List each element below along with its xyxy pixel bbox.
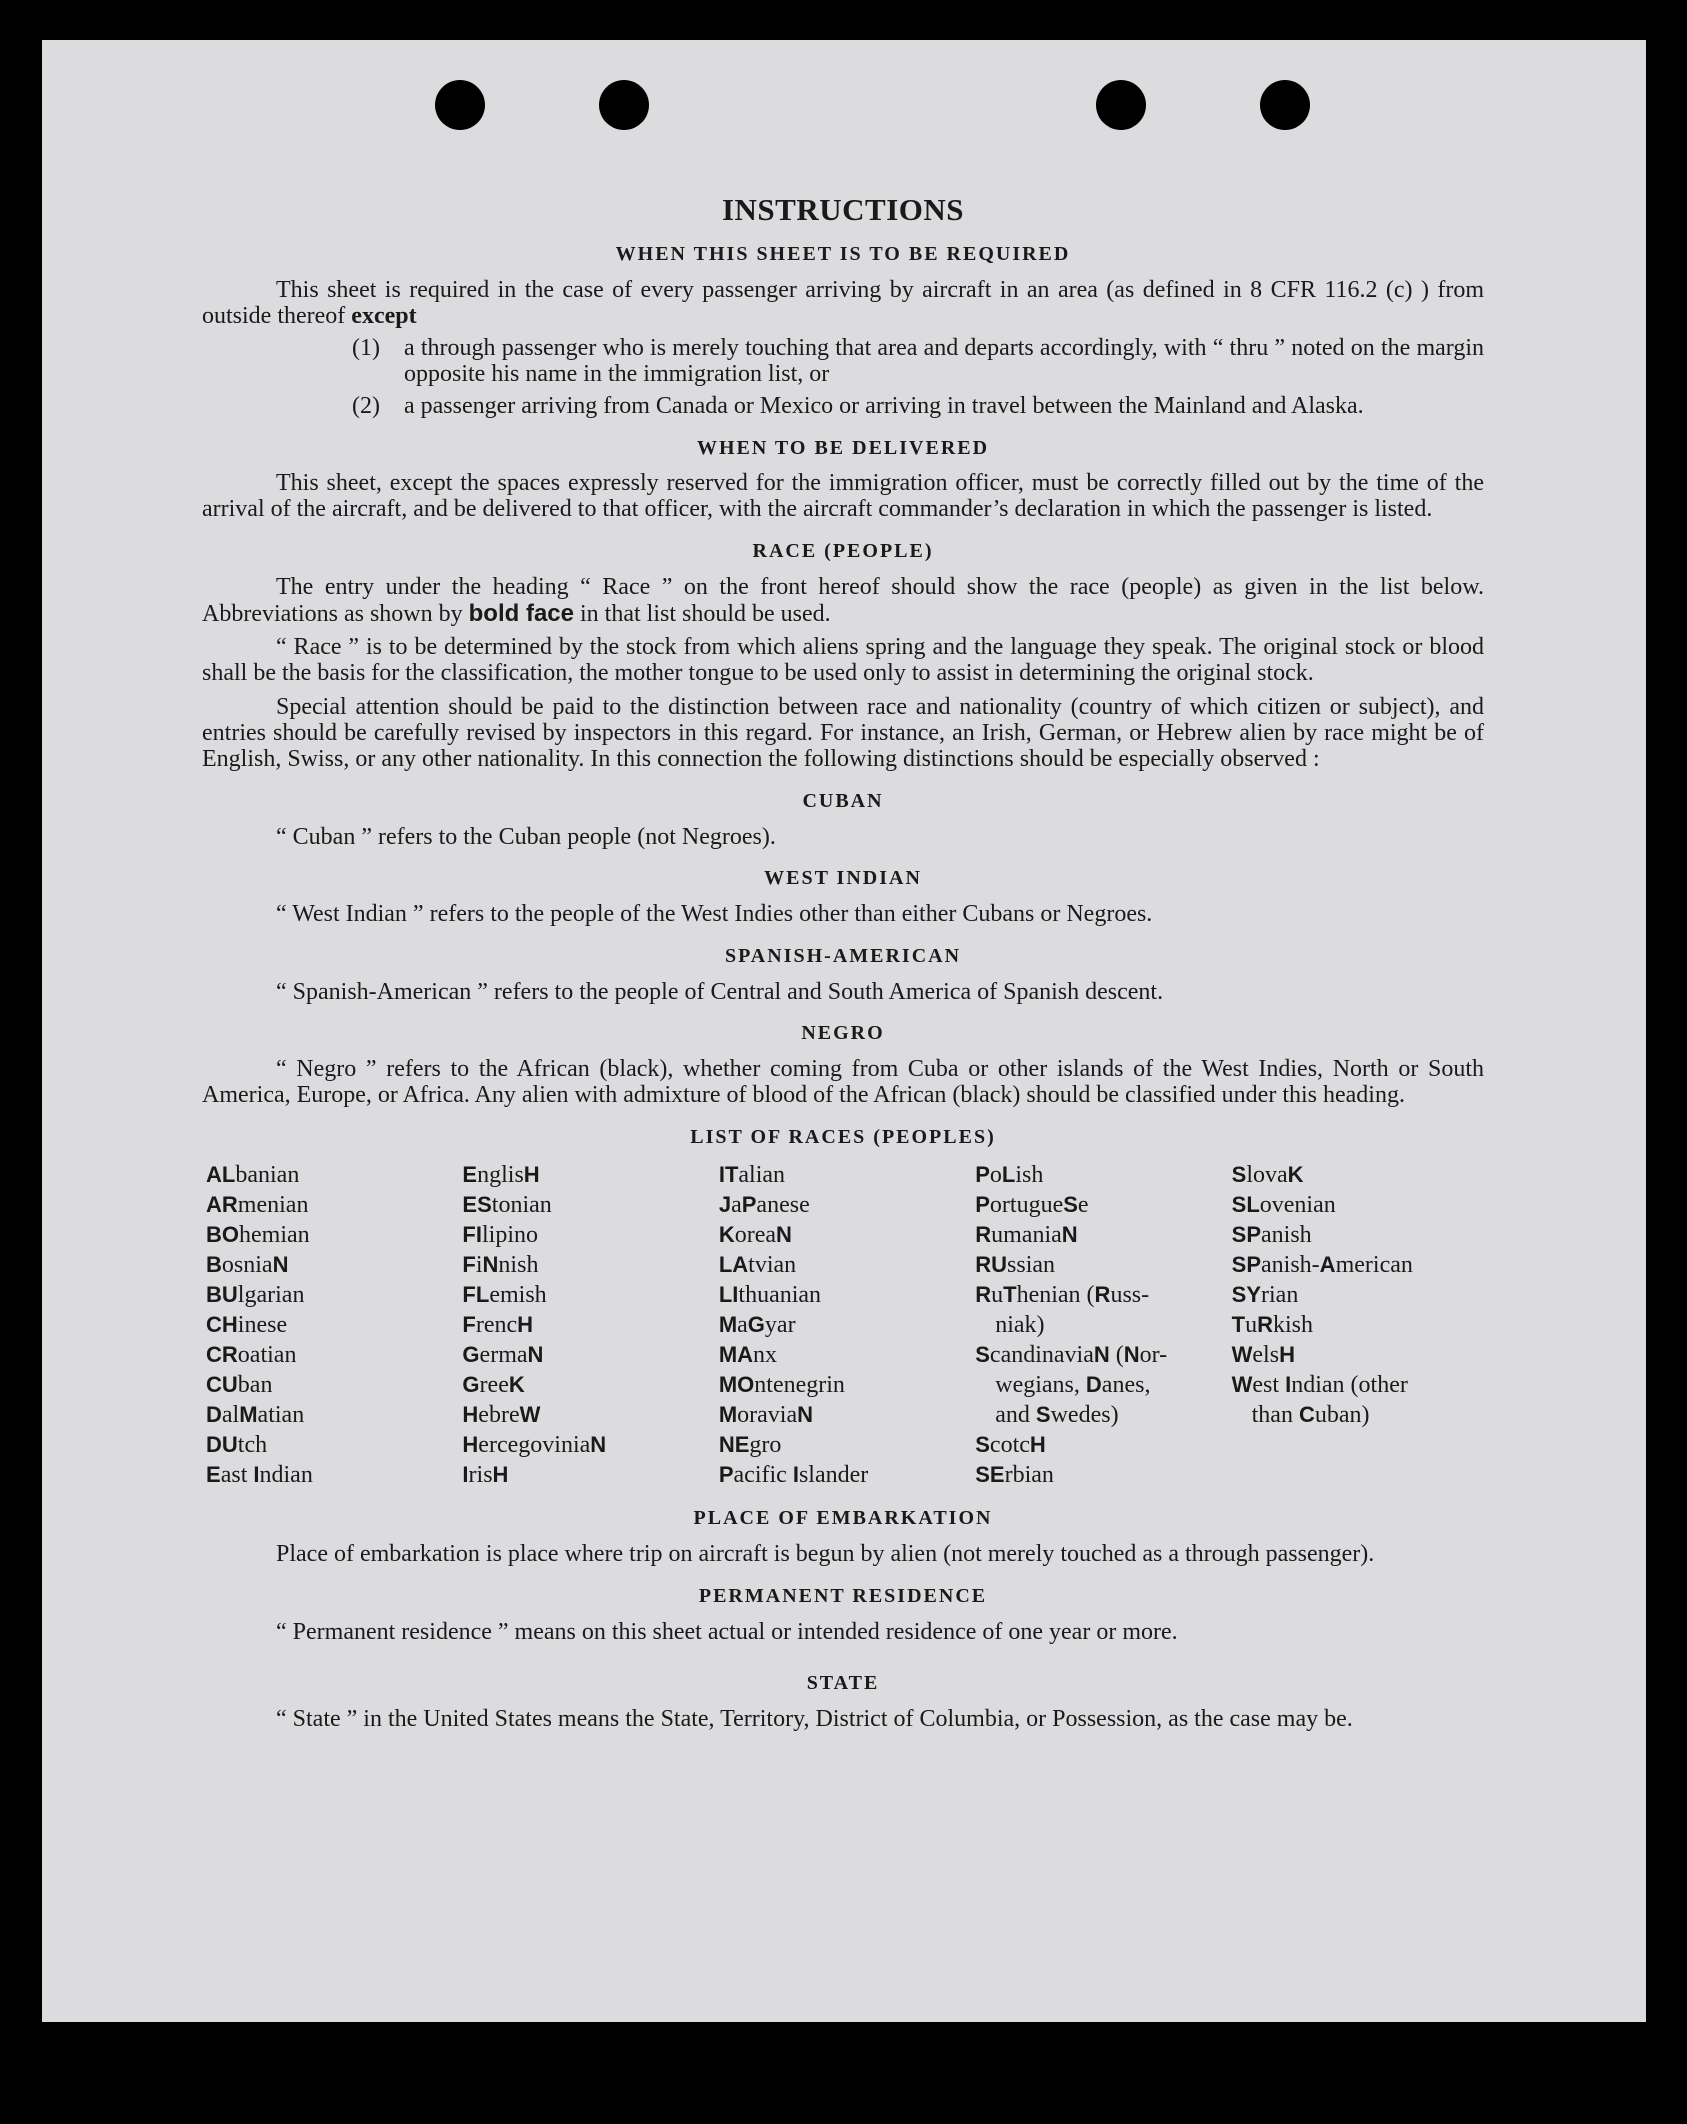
race-item: CRoatian bbox=[206, 1342, 297, 1369]
heading-west-indian: WEST INDIAN bbox=[764, 867, 922, 890]
race-item: Pacific Islander bbox=[718, 1462, 869, 1489]
races-column bbox=[1228, 1160, 1484, 1490]
race-item: SPanish bbox=[1231, 1222, 1312, 1249]
race-paragraph-3: Special attention should be paid to the distinction between race and nationality (country of which citizen or subject), and entries should be carefully revised by inspectors in this regard. For instance, an Irish, German, or Hebrew alien by race might be of English, Swiss, or any other nationality. In this connection the following distinctions should be especially observed : bbox=[202, 694, 1484, 773]
races-list bbox=[202, 1160, 1484, 1490]
race-item: FrencH bbox=[462, 1312, 534, 1339]
race-item: RumaniaN bbox=[975, 1222, 1078, 1249]
race-item: GreeK bbox=[462, 1372, 525, 1399]
race-item: East Indian bbox=[206, 1462, 313, 1489]
document-page bbox=[42, 40, 1646, 2022]
races-column bbox=[971, 1160, 1227, 1490]
race-item: TuRkish bbox=[1231, 1312, 1313, 1339]
race-item: GermaN bbox=[462, 1342, 544, 1369]
heading-embarkation: PLACE OF EMBARKATION bbox=[693, 1507, 993, 1530]
race-item: EStonian bbox=[462, 1192, 552, 1219]
cuban-text: “ Cuban ” refers to the Cuban people (not Negroes). bbox=[276, 823, 776, 850]
negro-text: “ Negro ” refers to the African (black), whether coming from Cuba or other islands of the West Indies, North or South America, Europe, or Africa. Any alien with admixture of blood of the African (black) should be classified under this heading. bbox=[202, 1056, 1484, 1108]
item-text: a through passenger who is merely touching that area and departs accordingly, with “ thru ” noted on the margin opposite his name in the immigration list, or bbox=[404, 334, 1484, 387]
heading-when-delivered: WHEN TO BE DELIVERED bbox=[696, 436, 990, 459]
race-item: WelsH bbox=[1231, 1342, 1295, 1369]
races-column bbox=[202, 1160, 458, 1490]
race-item: SErbian bbox=[975, 1462, 1054, 1489]
race-item: HebreW bbox=[462, 1402, 541, 1429]
race-item: BUlgarian bbox=[206, 1282, 305, 1309]
race-item: SlovaK bbox=[1231, 1162, 1304, 1189]
race-item: FLemish bbox=[462, 1282, 547, 1309]
state-text: “ State ” in the United States means the State, Territory, District of Columbia, or Possession, as the case may be. bbox=[276, 1706, 1353, 1733]
heading-state: STATE bbox=[806, 1672, 880, 1695]
race-p1-end: in that list should be used. bbox=[580, 600, 831, 627]
list-item bbox=[352, 394, 1484, 420]
race-p1-text: The entry under the heading “ Race ” on the front hereof should show the race (people) as given in the list below. Abbreviations as shown by bbox=[202, 573, 1484, 627]
race-item: ARmenian bbox=[206, 1192, 309, 1219]
race-item-continuation: niak) bbox=[995, 1312, 1045, 1339]
race-item: LIthuanian bbox=[718, 1282, 822, 1309]
heading-permanent-residence: PERMANENT RESIDENCE bbox=[698, 1584, 988, 1607]
race-item-continuation: wegians, Danes, bbox=[995, 1372, 1151, 1399]
race-item: IrisH bbox=[462, 1462, 509, 1489]
race-item: RUssian bbox=[975, 1252, 1056, 1279]
race-item: ITalian bbox=[718, 1162, 786, 1189]
race-item: MaGyar bbox=[718, 1312, 796, 1339]
race-item: PortugueSe bbox=[975, 1192, 1089, 1219]
item-number: (2) bbox=[352, 392, 380, 419]
race-item: CUban bbox=[206, 1372, 273, 1399]
race-item: JaPanese bbox=[718, 1192, 810, 1219]
race-item: MAnx bbox=[718, 1342, 778, 1369]
race-item: BosniaN bbox=[206, 1252, 289, 1279]
punch-hole bbox=[435, 80, 485, 130]
race-item: DUtch bbox=[206, 1432, 268, 1459]
races-column bbox=[458, 1160, 714, 1490]
punch-hole bbox=[1096, 80, 1146, 130]
race-item: SYrian bbox=[1231, 1282, 1299, 1309]
bold-face-text: bold face bbox=[468, 599, 574, 627]
race-item: ScotcH bbox=[975, 1432, 1046, 1459]
race-item: ScandinaviaN (Nor- bbox=[975, 1342, 1168, 1369]
west-indian-text: “ West Indian ” refers to the people of the West Indies other than either Cubans or Negroes. bbox=[276, 901, 1153, 928]
race-item: KoreaN bbox=[718, 1222, 792, 1249]
heading-race: RACE (PEOPLE) bbox=[752, 540, 934, 562]
race-item: DalMatian bbox=[206, 1402, 305, 1429]
spanish-american-text: “ Spanish-American ” refers to the people of Central and South America of Spanish descent. bbox=[276, 978, 1164, 1005]
race-item: LAtvian bbox=[718, 1252, 797, 1279]
heading-list-of-races: LIST OF RACES (PEOPLES) bbox=[690, 1125, 996, 1148]
race-item: FIlipino bbox=[462, 1222, 538, 1249]
race-item: RuThenian (Russ- bbox=[975, 1282, 1150, 1309]
heading-when-required: WHEN THIS SHEET IS TO BE REQUIRED bbox=[615, 243, 1071, 266]
race-item: NEgro bbox=[718, 1432, 782, 1459]
race-item: EnglisH bbox=[462, 1162, 540, 1189]
race-item: BOhemian bbox=[206, 1222, 310, 1249]
race-item: ALbanian bbox=[206, 1162, 300, 1189]
race-item: HercegoviniaN bbox=[462, 1432, 607, 1459]
heading-spanish-american: SPANISH-AMERICAN bbox=[724, 944, 962, 967]
race-item: West Indian (other bbox=[1231, 1372, 1408, 1399]
item-text: a passenger arriving from Canada or Mexico or arriving in travel between the Mainland and Alaska. bbox=[404, 392, 1364, 419]
race-paragraph-2: “ Race ” is to be determined by the stock from which aliens spring and the language they speak. The original stock or blood shall be the basis for the classification, the mother tongue to be used only to assist in determining the original stock. bbox=[202, 634, 1484, 687]
race-item: CHinese bbox=[206, 1312, 288, 1339]
race-item: PoLish bbox=[975, 1162, 1044, 1189]
item-number: (1) bbox=[352, 334, 380, 361]
race-item: SLovenian bbox=[1231, 1192, 1336, 1219]
race-item: MoraviaN bbox=[718, 1402, 814, 1429]
race-item-continuation: and Swedes) bbox=[995, 1402, 1119, 1429]
punch-hole bbox=[599, 80, 649, 130]
race-item-continuation: than Cuban) bbox=[1251, 1402, 1370, 1429]
page-title: INSTRUCTIONS bbox=[721, 192, 964, 227]
instructions-content bbox=[202, 145, 1484, 1733]
heading-negro: NEGRO bbox=[801, 1022, 885, 1045]
when-delivered-text: This sheet, except the spaces expressly reserved for the immigration officer, must be correctly filled out by the time of the arrival of the aircraft, and be delivered to that officer, with the aircraft commander’s declaration in which the passenger is listed. bbox=[202, 470, 1484, 523]
race-item: MOntenegrin bbox=[718, 1372, 845, 1399]
intro-except: except bbox=[351, 302, 417, 329]
races-column bbox=[715, 1160, 971, 1490]
intro-text: This sheet is required in the case of every passenger arriving by aircraft in an area (as defined in 8 CFR 116.2 (c) ) from outside thereof bbox=[202, 277, 1484, 329]
embarkation-text: Place of embarkation is place where trip on aircraft is begun by alien (not merely touched as a through passenger). bbox=[276, 1541, 1375, 1568]
race-item: FiNnish bbox=[462, 1252, 539, 1279]
race-item: SPanish-American bbox=[1231, 1252, 1413, 1279]
race-paragraph-1 bbox=[202, 575, 1484, 628]
heading-cuban: CUBAN bbox=[802, 789, 884, 812]
list-item bbox=[352, 336, 1484, 388]
residence-text: “ Permanent residence ” means on this sheet actual or intended residence of one year or more. bbox=[276, 1618, 1178, 1645]
punch-hole bbox=[1260, 80, 1310, 130]
when-required-intro bbox=[202, 278, 1484, 330]
